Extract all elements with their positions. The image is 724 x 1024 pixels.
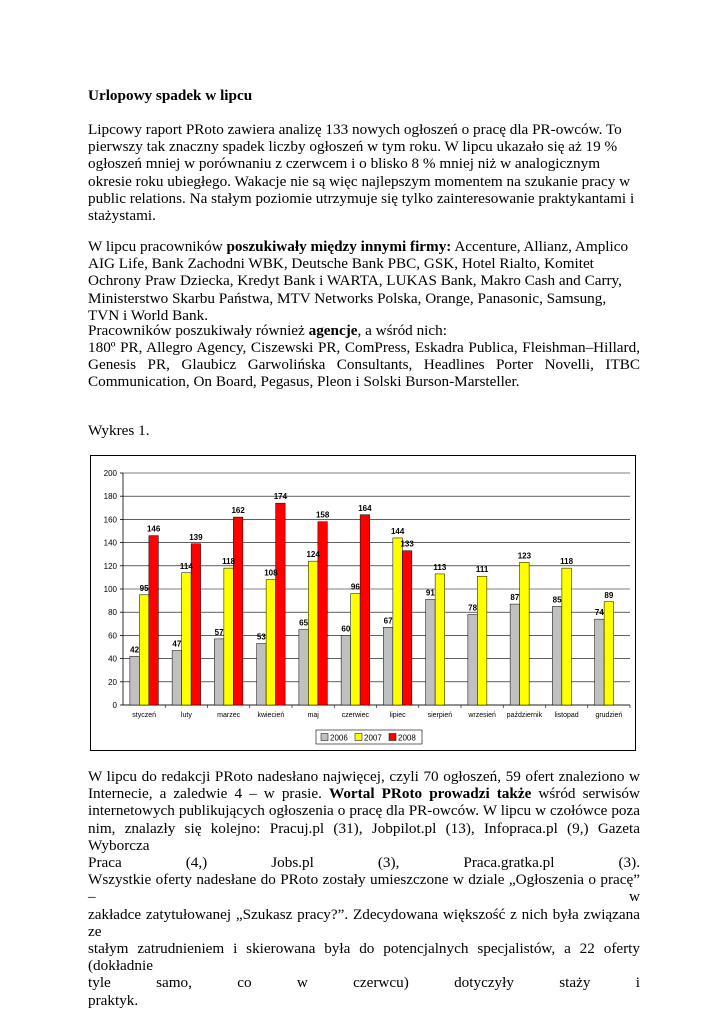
data-label: 67 <box>383 616 393 626</box>
bar-2007 <box>604 602 614 705</box>
y-tick-label: 140 <box>103 538 117 548</box>
bar-2007 <box>435 574 445 705</box>
x-tick-label: październik <box>506 712 543 719</box>
sources-line: internetowych publikujących ogłoszenia o pracę dla PR-owców. W lipcu w czołówce poza <box>88 802 640 820</box>
data-label: 87 <box>510 593 520 603</box>
bar-2006 <box>426 599 436 705</box>
legend-swatch <box>389 734 396 741</box>
bar-2008 <box>276 503 286 705</box>
sources-line: Wszystkie oferty nadesłane do PRoto zostały umieszczone w dziale „Ogłoszenia o pracę” – w <box>88 871 640 906</box>
sources-paragraph <box>88 768 640 1009</box>
data-label: 118 <box>560 557 574 567</box>
bar-2006 <box>214 639 224 705</box>
sources-line: nim, znalazły się kolejno: Pracuj.pl (31), Jobpilot.pl (13), Infopraca.pl (9,) Gazeta Wyborcza <box>88 819 640 854</box>
data-label: 47 <box>172 639 182 649</box>
x-tick-label: wrzesień <box>468 712 496 719</box>
sources-line: zakładce zatytułowanej „Szukasz pracy?”. Zdecydowana większość z nich była związana ze <box>88 905 640 940</box>
x-tick-label: kwiecień <box>257 712 285 719</box>
data-label: 162 <box>231 506 245 516</box>
data-label: 139 <box>189 532 203 542</box>
y-tick-label: 120 <box>103 561 117 571</box>
bar-2006 <box>510 604 520 705</box>
x-tick-label: grudzień <box>595 712 623 719</box>
bar-2006 <box>552 606 562 705</box>
x-tick-label: styczeń <box>132 712 156 719</box>
bar-2008 <box>402 551 412 705</box>
sources-line: W lipcu do redakcji PRoto nadesłano najwięcej, czyli 70 ogłoszeń, 59 ofert znaleziono w <box>88 768 640 785</box>
data-label: 53 <box>256 632 266 642</box>
y-tick-label: 160 <box>103 515 117 525</box>
agencies-paragraph <box>88 322 640 339</box>
data-label: 158 <box>315 510 330 520</box>
data-label: 95 <box>139 583 149 593</box>
sources-line: Praca (4,) Jobs.pl (3), Praca.gratka.pl (3). <box>88 854 640 872</box>
x-tick-label: luty <box>180 712 192 719</box>
y-tick-label: 100 <box>103 585 117 594</box>
data-label: 174 <box>273 492 288 502</box>
bar-2007 <box>224 568 234 705</box>
sources-text: Internecie, a zaledwie 4 – w prasie. <box>88 785 329 803</box>
y-tick-label: 60 <box>108 631 117 641</box>
sources-line: tyle samo, co w czerwcu) dotyczyły staży i praktyk. <box>88 974 640 1009</box>
x-tick-label: listopad <box>554 712 579 719</box>
data-label: 74 <box>594 608 604 618</box>
data-label: 78 <box>468 603 478 613</box>
sources-text: wśród serwisów <box>531 785 640 803</box>
bar-2007 <box>139 595 149 705</box>
bar-2007 <box>393 538 403 705</box>
x-tick-label: marzec <box>217 712 241 719</box>
bar-2007 <box>266 580 276 705</box>
agencies-lead: Pracowników poszukiwały również <box>88 322 309 339</box>
bar-2006 <box>468 615 478 705</box>
data-label: 144 <box>390 526 405 536</box>
article-heading: Urlopowy spadek w lipcu <box>88 87 253 104</box>
data-label: 146 <box>146 524 161 534</box>
legend-entry: 2008 <box>398 733 416 743</box>
data-label: 164 <box>358 503 372 513</box>
data-label: 114 <box>179 561 193 571</box>
data-label: 57 <box>214 627 224 637</box>
data-label: 113 <box>433 562 447 572</box>
bar-2006 <box>595 619 605 705</box>
data-label: 42 <box>130 645 140 655</box>
legend-swatch <box>355 734 362 741</box>
agencies-intro-rest: , a wśród nich: <box>357 322 447 339</box>
data-label: 89 <box>604 590 614 600</box>
sources-bold: Wortal PRoto prowadzi także <box>328 785 532 803</box>
x-tick-label: lipiec <box>389 712 406 719</box>
legend-entry: 2007 <box>364 733 382 743</box>
bar-2006 <box>341 635 351 705</box>
bar-2006 <box>130 656 140 705</box>
bar-2008 <box>233 517 243 705</box>
bar-2007 <box>562 568 572 705</box>
y-tick-label: 200 <box>103 469 117 478</box>
bar-2008 <box>360 515 370 705</box>
bar-2007 <box>308 561 318 705</box>
data-label: 108 <box>264 568 278 578</box>
y-tick-label: 40 <box>108 654 117 664</box>
companies-paragraph <box>88 238 640 324</box>
y-tick-label: 180 <box>103 492 117 502</box>
bar-2006 <box>172 650 182 705</box>
bar-2006 <box>383 627 393 705</box>
legend-swatch <box>321 734 328 741</box>
data-label: 85 <box>552 595 562 605</box>
bar-2007 <box>477 576 487 705</box>
bar-2007 <box>520 562 530 705</box>
chart-label: Wykres 1. <box>88 422 150 439</box>
companies-bold: poszukiwały między innymi firmy: <box>226 238 452 255</box>
agencies-list: 180º PR, Allegro Agency, Ciszewski PR, ComPress, Eskadra Publica, Fleishman–Hillard, Genesis PR, Glaubicz Garwolińska Consultants, Headlines Porter Novelli, ITBC Communication, On Board, Pegasus, Pleon i Solski Burson-Marsteller. <box>88 339 640 391</box>
bar-chart <box>90 455 636 751</box>
data-label: 133 <box>400 539 414 549</box>
companies-list: Accenture, Allianz, Amplico AIG Life, Bank Zachodni WBK, Deutsche Bank PBC, GSK, Hotel Rialto, Komitet Ochrony Praw Dziecka, Kredyt Bank i WARTA, LUKAS Bank, Makro Cash and Carry, Ministerstwo Skarbu Państwa, MTV Networks Polska, Orange, Panasonic, Samsung, TVN i World Bank. <box>88 238 629 324</box>
bar-2008 <box>149 536 159 705</box>
bar-2006 <box>299 630 309 705</box>
data-label: 111 <box>475 565 489 575</box>
data-label: 123 <box>517 551 532 561</box>
x-tick-label: maj <box>307 712 319 719</box>
legend-entry: 2006 <box>330 733 348 743</box>
data-label: 96 <box>350 582 360 592</box>
x-tick-label: sierpień <box>427 712 453 719</box>
sources-line <box>88 785 640 802</box>
x-tick-label: czerwiec <box>341 712 369 719</box>
bar-2006 <box>257 644 267 705</box>
y-tick-label: 0 <box>112 701 117 710</box>
data-label: 118 <box>222 557 236 567</box>
bar-2007 <box>182 573 192 705</box>
agencies-bold: agencje <box>308 322 358 339</box>
intro-paragraph: Lipcowy raport PRoto zawiera analizę 133 nowych ogłoszeń o pracę dla PR-owców. To pierwszy tak znaczny spadek liczby ogłoszeń w tym roku. W lipcu ukazało się aż 19 % ogłoszeń mniej w porównaniu z czerwcem i o blisko 8 % mniej niż w analogicznym okresie roku ubiegłego. Wakacje nie są więc najlepszym momentem na szukanie pracy w public relations. Na stałym poziomie utrzymuje się tylko zainteresowanie praktykantami i stażystami. <box>88 121 635 225</box>
data-label: 60 <box>341 624 351 634</box>
y-tick-label: 80 <box>108 608 117 618</box>
data-label: 124 <box>306 550 320 560</box>
sources-line: stałym zatrudnieniem i skierowana była do potencjalnych specjalistów, a 22 oferty (dokładnie <box>88 940 640 975</box>
data-label: 65 <box>299 618 309 628</box>
data-label: 91 <box>425 588 435 598</box>
bar-2007 <box>351 594 361 705</box>
y-tick-label: 20 <box>108 677 117 687</box>
companies-lead: W lipcu pracowników <box>88 238 227 255</box>
